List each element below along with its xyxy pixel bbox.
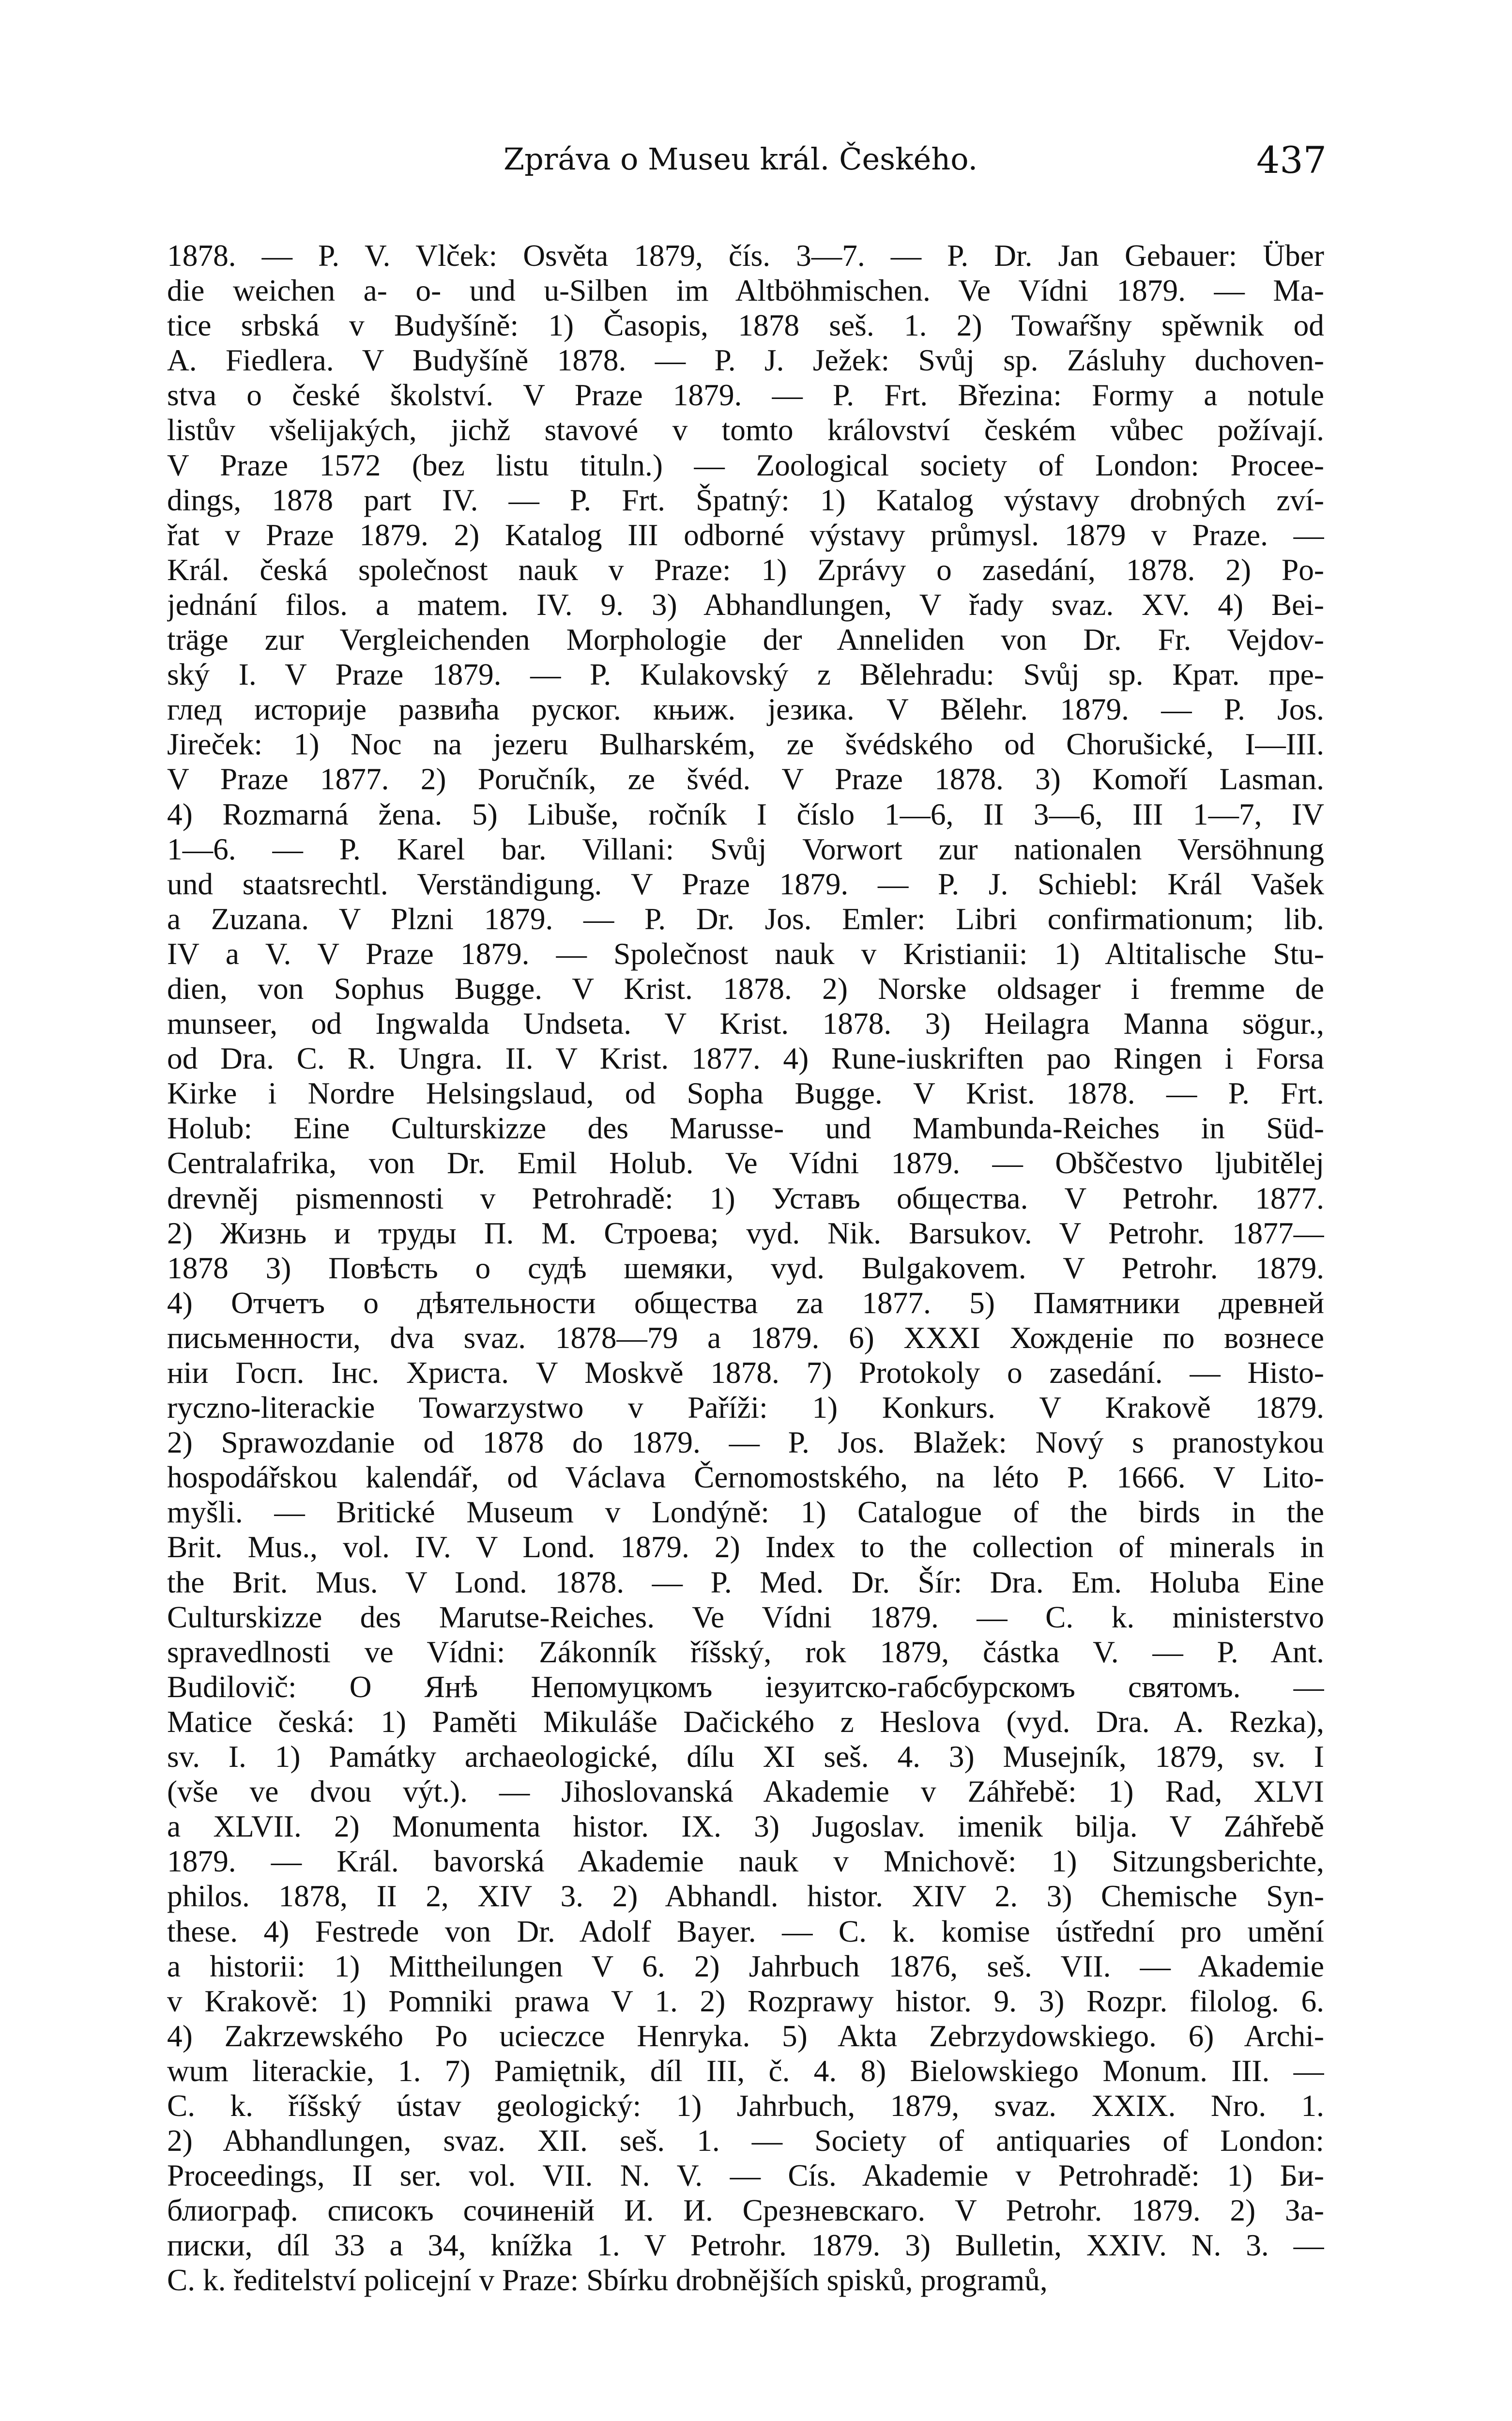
text-line: ský I. V Praze 1879. — P. Kulakovský z Bělehradu: Svůj sp. Крат. пре- xyxy=(167,658,1324,692)
text-line: IV a V. V Praze 1879. — Společnost nauk v Kristianii: 1) Altitalische Stu- xyxy=(167,936,1324,971)
text-line: Culturskizze des Marutse-Reiches. Ve Vídni 1879. — C. k. ministerstvo xyxy=(167,1600,1324,1634)
text-line: v Krakově: 1) Pomniki prawa V 1. 2) Rozprawy histor. 9. 3) Rozpr. filolog. 6. xyxy=(167,1984,1324,2018)
text-line: dings, 1878 part IV. — P. Frt. Špatný: 1) Katalog výstavy drobných zví- xyxy=(167,483,1324,517)
text-line: drevněj pismennosti v Petrohradě: 1) Уставъ общества. V Petrohr. 1877. xyxy=(167,1181,1324,1215)
text-line: C. k. ředitelství policejní v Praze: Sbírku drobnějších spisků, programů, xyxy=(167,2263,1048,2298)
text-line: Holub: Eine Culturskizze des Marusse- und Mambunda-Reiches in Süd- xyxy=(167,1111,1324,1146)
text-line: глед историје развиħа руског. књиж. језика. V Bělehr. 1879. — P. Jos. xyxy=(167,692,1324,727)
text-line: Matice česká: 1) Paměti Mikuláše Dačického z Heslova (vyd. Dra. A. Rezka), xyxy=(167,1704,1324,1739)
running-header xyxy=(165,138,1327,195)
text-line: C. k. říšský ústav geologický: 1) Jahrbuch, 1879, svaz. XXIX. Nro. 1. xyxy=(167,2088,1324,2123)
text-line: die weichen a- o- und u-Silben im Altböhmischen. Ve Vídni 1879. — Ma- xyxy=(167,274,1324,308)
text-line: 1878. — P. V. Vlček: Osvěta 1879, čís. 3—7. — P. Dr. Jan Gebauer: Über xyxy=(167,239,1324,273)
text-line: Kirke i Nordre Helsingslaud, od Sopha Bugge. V Krist. 1878. — P. Frt. xyxy=(167,1076,1324,1111)
text-line: V Praze 1572 (bez listu tituln.) — Zoological society of London: Procee- xyxy=(167,448,1324,482)
text-line: (vše ve dvou výt.). — Jihoslovanská Akademie v Záhřebě: 1) Rad, XLVI xyxy=(167,1775,1324,1809)
text-line: 4) Rozmarná žena. 5) Libuše, ročník I číslo 1—6, II 3—6, III 1—7, IV xyxy=(167,797,1324,831)
text-line: dien, von Sophus Bugge. V Krist. 1878. 2) Norske oldsager i fremme de xyxy=(167,971,1324,1006)
text-line: řat v Praze 1879. 2) Katalog III odborné výstavy průmysl. 1879 v Praze. — xyxy=(167,518,1324,552)
text-line: spravedlnosti ve Vídni: Zákonník říšský, rok 1879, částka V. — P. Ant. xyxy=(167,1635,1324,1669)
text-line: myšli. — Britické Museum v Londýně: 1) Catalogue of the birds in the xyxy=(167,1495,1324,1530)
text-line: und staatsrechtl. Verständigung. V Praze 1879. — P. J. Schiebl: Král Vašek xyxy=(167,867,1324,901)
text-line: 1—6. — P. Karel bar. Villani: Svůj Vorwort zur nationalen Versöhnung xyxy=(167,832,1324,866)
text-line: A. Fiedlera. V Budyšíně 1878. — P. J. Ježek: Svůj sp. Zásluhy duchoven- xyxy=(167,343,1324,378)
text-line: ніи Госп. Інс. Христа. V Moskvě 1878. 7) Protokoly o zasedání. — Histo- xyxy=(167,1356,1324,1390)
text-line: tice srbská v Budyšíně: 1) Časopis, 1878 seš. 1. 2) Towaŕšny spěwnik od xyxy=(167,308,1324,343)
text-line: listův všelijakých, jichž stavové v tomto království českém vůbec požívají. xyxy=(167,413,1324,447)
text-line: jednání filos. a matem. IV. 9. 3) Abhandlungen, V řady svaz. XV. 4) Bei- xyxy=(167,587,1324,622)
text-line: 4) Zakrzewského Po ucieczce Henryka. 5) Akta Zebrzydowskiego. 6) Archi- xyxy=(167,2019,1324,2053)
page-number: 437 xyxy=(1256,138,1327,182)
text-line: Brit. Mus., vol. IV. V Lond. 1879. 2) Index to the collection of minerals in xyxy=(167,1530,1324,1564)
text-line: wum literackie, 1. 7) Pamiętnik, díl III, č. 4. 8) Bielowskiego Monum. III. — xyxy=(167,2053,1324,2088)
header-title: Zpráva o Museu král. Českého. xyxy=(504,141,978,177)
text-line: 2) Sprawozdanie od 1878 do 1879. — P. Jos. Blažek: Nový s pranostykou xyxy=(167,1425,1324,1460)
text-line: 4) Отчетъ о дѣятельности общества za 1877. 5) Памятники древней xyxy=(167,1286,1324,1320)
text-line: sv. I. 1) Památky archaeologické, dílu XI seš. 4. 3) Musejník, 1879, sv. I xyxy=(167,1740,1324,1774)
text-line: stva o české školství. V Praze 1879. — P. Frt. Březina: Formy a notule xyxy=(167,378,1324,413)
text-line: philos. 1878, II 2, XIV 3. 2) Abhandl. histor. XIV 2. 3) Chemische Syn- xyxy=(167,1879,1324,1914)
text-line: 1879. — Král. bavorská Akademie nauk v Mnichově: 1) Sitzungsberichte, xyxy=(167,1844,1324,1879)
text-line: od Dra. C. R. Ungra. II. V Krist. 1877. 4) Rune-iuskriften pao Ringen i Forsa xyxy=(167,1042,1324,1076)
text-line: träge zur Vergleichenden Morphologie der Anneliden von Dr. Fr. Vejdov- xyxy=(167,623,1324,657)
text-line: V Praze 1877. 2) Poručník, ze švéd. V Praze 1878. 3) Komoří Lasman. xyxy=(167,762,1324,797)
text-line: 2) Abhandlungen, svaz. XII. seš. 1. — Society of antiquaries of London: xyxy=(167,2124,1324,2158)
text-line: a historii: 1) Mittheilungen V 6. 2) Jahrbuch 1876, seš. VII. — Akademie xyxy=(167,1949,1324,1983)
text-line: these. 4) Festrede von Dr. Adolf Bayer. — C. k. komise ústřední pro umění xyxy=(167,1914,1324,1948)
text-line: блиограф. списокъ сочиненій И. И. Срезневскаго. V Petrohr. 1879. 2) За- xyxy=(167,2193,1324,2228)
text-line: Jireček: 1) Noc na jezeru Bulharském, ze švédského od Chorušické, I—III. xyxy=(167,727,1324,762)
text-line: 2) Жизнь и труды П. М. Строева; vyd. Nik. Barsukov. V Petrohr. 1877— xyxy=(167,1216,1324,1250)
body-text xyxy=(167,238,1324,2298)
text-line: a Zuzana. V Plzni 1879. — P. Dr. Jos. Emler: Libri confirmationum; lib. xyxy=(167,902,1324,936)
text-line: письменности, dva svaz. 1878—79 a 1879. 6) XXXI Хожденіе по вознесе xyxy=(167,1320,1324,1355)
text-line: a XLVII. 2) Monumenta histor. IX. 3) Jugoslav. imenik bilja. V Záhřebě xyxy=(167,1809,1324,1844)
text-line: 1878 3) Повѣсть о судѣ шемяки, vyd. Bulgakovem. V Petrohr. 1879. xyxy=(167,1251,1324,1285)
text-line: Budilovič: O Янѣ Непомуцкомъ iезуитско-габсбурскомъ святомъ. — xyxy=(167,1670,1324,1704)
text-line: писки, díl 33 a 34, knížka 1. V Petrohr. 1879. 3) Bulletin, XXIV. N. 3. — xyxy=(167,2228,1324,2263)
text-line: the Brit. Mus. V Lond. 1878. — P. Med. Dr. Šír: Dra. Em. Holuba Eine xyxy=(167,1565,1324,1599)
text-line: hospodářskou kalendář, od Václava Černomostského, na léto P. 1666. V Lito- xyxy=(167,1460,1324,1495)
text-line: ryczno-literackie Towarzystwo v Paříži: 1) Konkurs. V Krakově 1879. xyxy=(167,1391,1324,1425)
text-line: munseer, od Ingwalda Undseta. V Krist. 1878. 3) Heilagra Manna sögur., xyxy=(167,1007,1324,1041)
text-line: Král. česká společnost nauk v Praze: 1) Zprávy o zasedání, 1878. 2) Po- xyxy=(167,552,1324,587)
text-line: Proceedings, II ser. vol. VII. N. V. — Cís. Akademie v Petrohradě: 1) Би- xyxy=(167,2159,1324,2193)
text-line: Centralafrika, von Dr. Emil Holub. Ve Vídni 1879. — Obščestvo ljubitělej xyxy=(167,1146,1324,1180)
